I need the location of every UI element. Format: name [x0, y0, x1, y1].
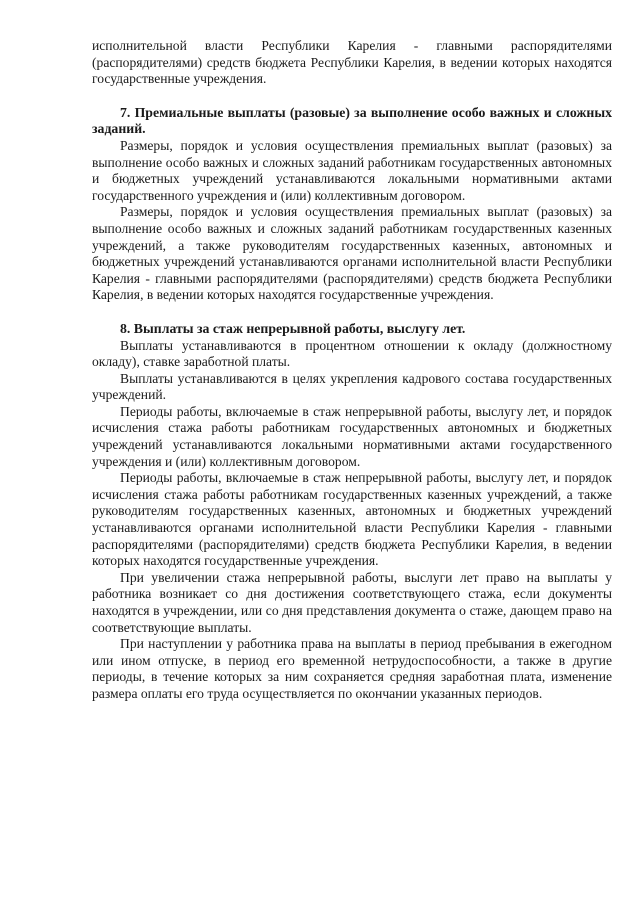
- paragraph: Периоды работы, включаемые в стаж непрерывной работы, выслугу лет, и порядок исчисления стажа работы работникам государственных автономных и бюджетных учреждений устанавливаются локальными нормативными актами государственного учреждения и (или) коллективным договором.: [92, 403, 612, 469]
- section-heading: 8. Выплаты за стаж непрерывной работы, выслугу лет.: [120, 320, 466, 336]
- paragraph: При увеличении стажа непрерывной работы, выслуги лет право на выплаты у работника возникает со дня достижения соответствующего стажа, если документы находятся в учреждении, или со дня представления документа о стаже, дающем право на соответствующие выплаты.: [92, 569, 612, 635]
- paragraph: Размеры, порядок и условия осуществления премиальных выплат (разовых) за выполнение особо важных и сложных заданий работникам государственных автономных и бюджетных учреждений устанавливаются локальными нормативными актами государственного учреждения и (или) коллективным договором.: [92, 137, 612, 203]
- paragraph: Периоды работы, включаемые в стаж непрерывной работы, выслугу лет, и порядок исчисления стажа работы работникам государственных казенных учреждений, а также руководителям государственных казенных, автономных и бюджетных учреждений устанавливаются органами исполнительной власти Республики Карелия - главными распорядителями (распорядителями) средств бюджета Республики Карелия, в ведении которых находятся государственные учреждения.: [92, 470, 612, 569]
- paragraph: Выплаты устанавливаются в процентном отношении к окладу (должностному окладу), ставке заработной платы.: [92, 337, 612, 370]
- paragraph: Выплаты устанавливаются в целях укрепления кадрового состава государственных учреждений.: [92, 370, 612, 403]
- section-8: [92, 321, 612, 703]
- paragraph: Размеры, порядок и условия осуществления премиальных выплат (разовых) за выполнение особо важных и сложных заданий работникам государственных казенных учреждений, а также руководителям государственных казенных, автономных и бюджетных учреждений устанавливаются органами исполнительной власти Республики Карелия - главными распорядителями (распорядителями) средств бюджета Республики Карелия, в ведении которых находятся государственные учреждения.: [92, 204, 612, 303]
- document-page: [92, 38, 612, 703]
- section-spacer: [92, 88, 612, 105]
- continuation-paragraph: исполнительной власти Республики Карелия - главными распорядителями (распорядителями) средств бюджета Республики Карелия, в ведении которых находятся государственные учреждения.: [92, 38, 612, 87]
- section-heading: 7. Премиальные выплаты (разовые) за выполнение особо важных и сложных заданий.: [92, 104, 612, 137]
- section-spacer: [92, 304, 612, 321]
- section-7: [92, 105, 612, 304]
- paragraph: При наступлении у работника права на выплаты в период пребывания в ежегодном или ином отпуске, в период его временной нетрудоспособности, а также в другие периоды, в течение которых за ним сохраняется средняя заработная плата, изменение размера оплаты его труда осуществляется по окончании указанных периодов.: [92, 636, 612, 701]
